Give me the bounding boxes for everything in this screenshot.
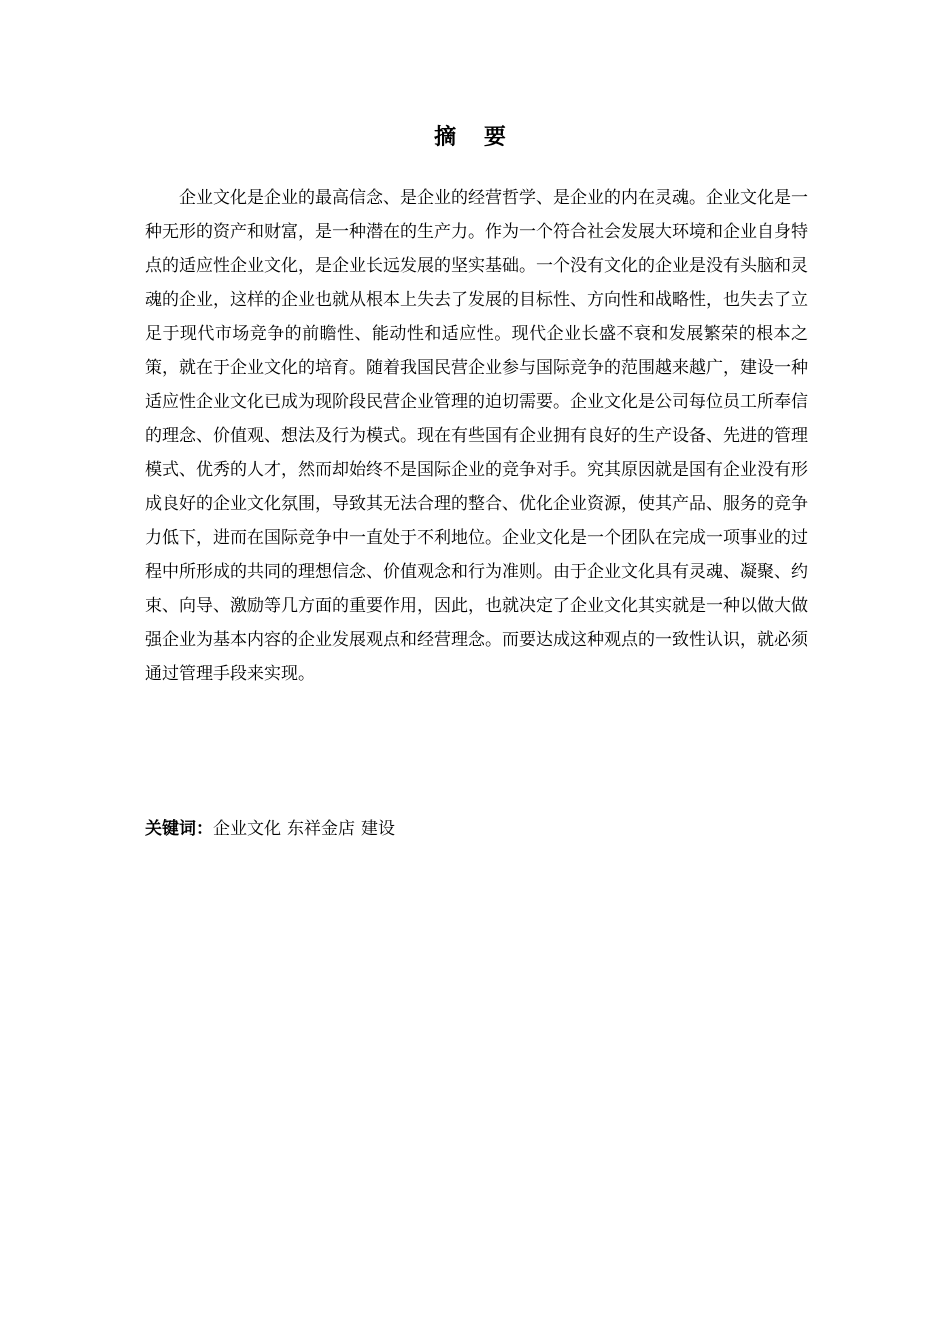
abstract-title: 摘 要 [434,125,516,150]
keyword-item: 东祥金店 [287,819,355,839]
keywords-label: 关键词： [145,819,213,839]
keyword-item: 建设 [361,819,395,839]
abstract-body: 企业文化是企业的最高信念、是企业的经营哲学、是企业的内在灵魂。企业文化是一种无形的资产和财富，是一种潜在的生产力。作为一个符合社会发展大环境和企业自身特点的适应性企业文化，是企业长远发展的坚实基础。一个没有文化的企业是没有头脑和灵魂的企业，这样的企业也就从根本上失去了发展的目标性、方向性和战略性，也失去了立足于现代市场竞争的前瞻性、能动性和适应性。现代企业长盛不衰和发展繁荣的根本之策，就在于企业文化的培育。随着我国民营企业参与国际竞争的范围越来越广，建设一种适应性企业文化已成为现阶段民营企业管理的迫切需要。企业文化是公司每位员工所奉信的理念、价值观、想法及行为模式。现在有些国有企业拥有良好的生产设备、先进的管理模式、优秀的人才，然而却始终不是国际企业的竞争对手。究其原因就是国有企业没有形成良好的企业文化氛围，导致其无法合理的整合、优化企业资源，使其产品、服务的竞争力低下，进而在国际竞争中一直处于不利地位。企业文化是一个团队在完成一项事业的过程中所形成的共同的理想信念、价值观念和行为准则。由于企业文化具有灵魂、凝聚、约束、向导、激励等几方面的重要作用，因此，也就决定了企业文化其实就是一种以做大做强企业为基本内容的企业发展观点和经营理念。而要达成这种观点的一致性认识，就必须通过管理手段来实现。 [145,188,808,684]
keywords-line [145,812,808,846]
keyword-item: 企业文化 [213,819,281,839]
